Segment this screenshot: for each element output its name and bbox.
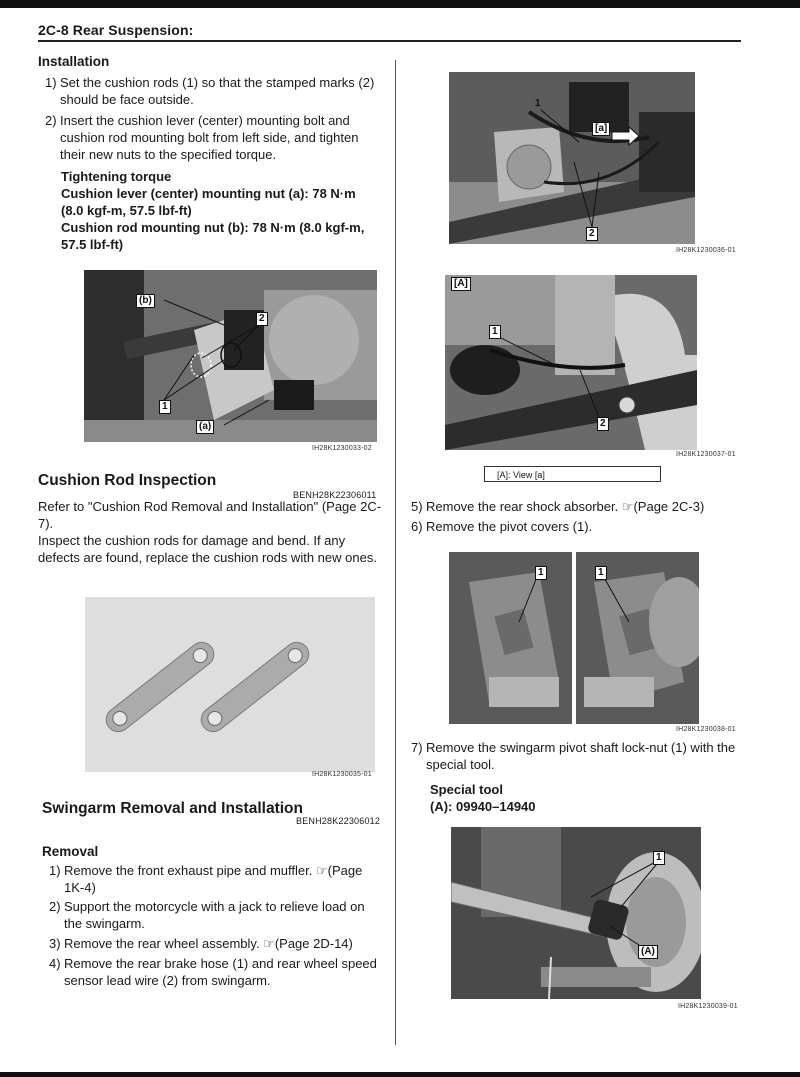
step-number: 6) (411, 519, 423, 534)
figure-caption: IH28K1230038-01 (676, 726, 736, 733)
page-header-title: 2C-8 Rear Suspension: (38, 22, 194, 38)
label-a: (a) (196, 420, 214, 434)
top-border (0, 0, 800, 8)
figure-caption: IH28K1230039-01 (678, 1003, 738, 1010)
view-note: [A]: View [a] (497, 470, 545, 480)
view-note-box (484, 466, 661, 482)
removal-step-7 (411, 739, 751, 773)
section-code: BENH28K22306011 (293, 490, 377, 500)
removal-step-6 (411, 518, 751, 535)
swingarm-heading: Swingarm Removal and Installation (42, 800, 303, 817)
label-2: 2 (597, 417, 609, 431)
removal-step-4 (49, 955, 384, 989)
figure-lock-nut-tool (451, 827, 701, 999)
label-2: 2 (586, 227, 598, 241)
label-1-left: 1 (535, 566, 547, 580)
figure-caption: IH28K1230033-02 (312, 445, 372, 452)
removal-step-2 (49, 898, 384, 932)
special-tool-title: Special tool (430, 782, 503, 797)
step-number: 4) (49, 956, 61, 971)
label-1-right: 1 (595, 566, 607, 580)
figure-caption: IH28K1230036-01 (676, 247, 736, 254)
label-A: [A] (451, 277, 471, 291)
step-text: Remove the front exhaust pipe and muffler. ☞(Page 1K-4) (64, 863, 363, 895)
header-rule (38, 40, 741, 42)
installation-step-1 (45, 74, 380, 108)
removal-step-1 (49, 862, 384, 896)
column-divider (395, 60, 396, 1045)
step-text: Set the cushion rods (1) so that the stamped marks (2) should be face outside. (60, 75, 375, 107)
cushion-rod-inspection-heading: Cushion Rod Inspection (38, 472, 217, 489)
section-code: BENH28K22306012 (296, 816, 381, 826)
label-A: (A) (638, 945, 658, 959)
label-a: [a] (592, 122, 610, 136)
figure-brake-hose (449, 72, 695, 244)
step-number: 1) (45, 75, 57, 90)
figure-caption: IH28K1230037-01 (676, 451, 736, 458)
torque-title: Tightening torque (61, 169, 172, 184)
figure-pivot-covers (449, 552, 699, 724)
step-number: 7) (411, 740, 423, 755)
step-number: 2) (49, 899, 61, 914)
figure-cushion-rods (85, 597, 375, 772)
figure-cushion-rod-install (84, 270, 377, 442)
installation-heading: Installation (38, 54, 110, 69)
label-1: 1 (489, 325, 501, 339)
label-1: 1 (159, 400, 171, 414)
figure-view-a (445, 275, 697, 450)
label-b: (b) (136, 294, 155, 308)
step-number: 3) (49, 936, 61, 951)
label-1: 1 (653, 851, 665, 865)
removal-heading: Removal (42, 844, 99, 859)
step-text: Remove the pivot covers (1). (426, 519, 593, 534)
step-text: Insert the cushion lever (center) mounting bolt and cushion rod mounting bolt from left side, and tighten their new nuts to the specified torque. (60, 113, 359, 162)
step-text: Remove the rear shock absorber. ☞(Page 2C-3) (426, 499, 705, 514)
inspection-reference: Refer to "Cushion Rod Removal and Installation" (Page 2C-7). (38, 499, 382, 531)
bottom-border (0, 1072, 800, 1077)
label-2: 2 (256, 312, 268, 326)
special-tool-value: (A): 09940–14940 (430, 799, 536, 814)
inspection-text: Inspect the cushion rods for damage and bend. If any defects are found, replace the cushion rods with new ones. (38, 533, 377, 565)
removal-step-5 (411, 498, 751, 515)
step-text: Support the motorcycle with a jack to relieve load on the swingarm. (64, 899, 365, 931)
figure-caption: IH28K1230035-01 (312, 771, 372, 778)
step-text: Remove the rear brake hose (1) and rear wheel speed sensor lead wire (2) from swingarm. (64, 956, 377, 988)
torque-spec-a: Cushion lever (center) mounting nut (a): 78 N·m (8.0 kgf-m, 57.5 lbf-ft) (61, 186, 356, 218)
label-1: 1 (535, 98, 541, 109)
step-number: 2) (45, 113, 57, 128)
step-number: 5) (411, 499, 423, 514)
installation-step-2 (45, 112, 380, 163)
step-text: Remove the rear wheel assembly. ☞(Page 2D-14) (64, 936, 353, 951)
removal-step-3 (49, 935, 384, 952)
step-text: Remove the swingarm pivot shaft lock-nut (1) with the special tool. (426, 740, 736, 772)
step-number: 1) (49, 863, 61, 878)
torque-spec-b: Cushion rod mounting nut (b): 78 N·m (8.0 kgf-m, 57.5 lbf-ft) (61, 220, 365, 252)
